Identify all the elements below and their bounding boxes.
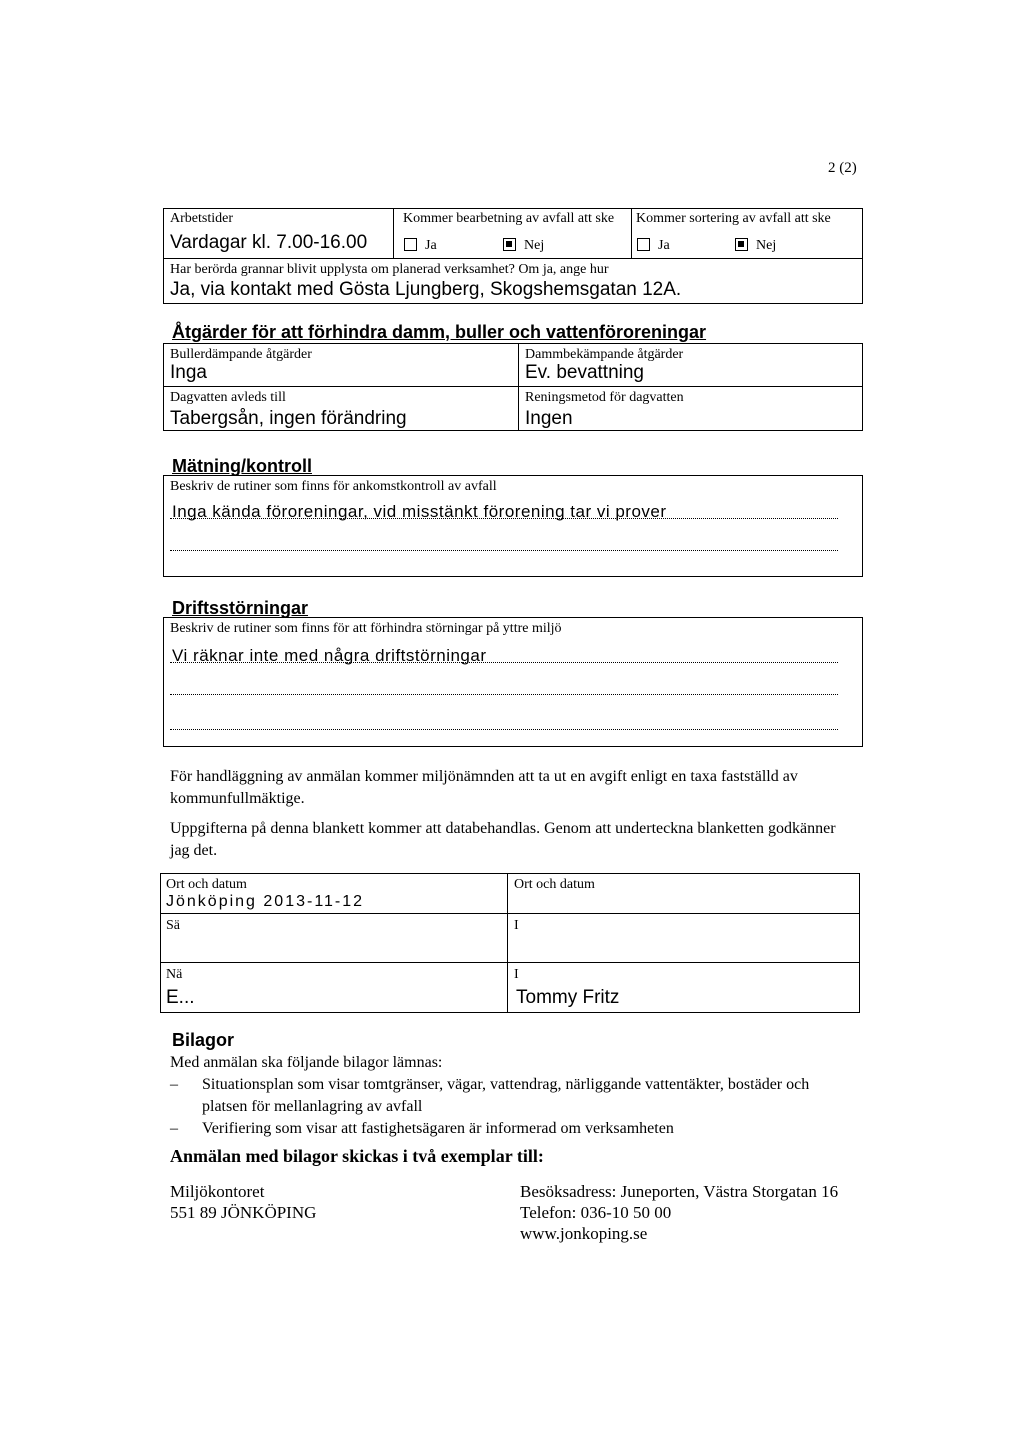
- dash-icon: –: [170, 1076, 178, 1093]
- phone: Telefon: 036-10 50 00: [520, 1203, 672, 1222]
- sorting-no-checkbox[interactable]: [735, 238, 748, 251]
- measures-title: Åtgärder för att förhindra damm, buller och vattenföroreningar: [172, 322, 707, 342]
- disruptions-title: Driftsstörningar: [172, 598, 309, 618]
- work-hours-value: Vardagar kl. 7.00-16.00: [170, 232, 368, 253]
- dust-label: Dammbekämpande åtgärder: [525, 347, 684, 362]
- processing-label: Kommer bearbetning av avfall att ske: [403, 211, 615, 226]
- attachment-item-1: [170, 1074, 840, 1118]
- place-value-left: Jönköping 2013-11-12: [166, 893, 365, 910]
- sorting-no-option[interactable]: [735, 238, 776, 254]
- work-hours-label: Arbetstider: [170, 211, 233, 226]
- clean-label: Reningsmetod för dagvatten: [525, 390, 684, 405]
- office-postal: 551 89 JÖNKÖPING: [170, 1203, 317, 1222]
- signature-row-2: [160, 962, 860, 963]
- sorting-yes-checkbox[interactable]: [637, 238, 650, 251]
- clean-value: Ingen: [525, 408, 573, 429]
- work-table-col1: [393, 208, 394, 258]
- disruptions-label: Beskriv de rutiner som finns för att förhindra störningar på yttre miljö: [170, 621, 562, 636]
- send-title: Anmälan med bilagor skickas i två exemplar till:: [170, 1146, 544, 1166]
- disruptions-line-2: [170, 694, 838, 695]
- visit-address: Besöksadress: Juneporten, Västra Storgatan 16: [520, 1182, 839, 1201]
- sorting-no-label: Nej: [756, 238, 777, 253]
- sorting-yes-label: Ja: [658, 238, 670, 253]
- disruptions-line-3: [170, 729, 838, 730]
- attachments-title: Bilagor: [172, 1030, 235, 1050]
- signature-left-edge: [160, 873, 161, 1013]
- sorting-yes-option[interactable]: [637, 238, 670, 254]
- noise-value: Inga: [170, 362, 207, 383]
- name-value-left: E...: [166, 987, 195, 1008]
- processing-no-checkbox[interactable]: [503, 238, 516, 251]
- neighbors-value: Ja, via kontakt med Gösta Ljungberg, Skogshemsgatan 12A.: [170, 279, 682, 300]
- processing-no-label: Nej: [524, 238, 545, 253]
- sig-label-left: Sä: [166, 918, 180, 933]
- processing-no-option[interactable]: [503, 238, 544, 254]
- processing-yes-option[interactable]: [404, 238, 437, 254]
- processing-yes-label: Ja: [425, 238, 437, 253]
- measures-divider: [163, 386, 863, 387]
- page-number: 2 (2): [828, 160, 857, 176]
- control-value: Inga kända föroreningar, vid misstänkt förorening tar vi prover: [172, 502, 667, 521]
- noise-label: Bullerdämpande åtgärder: [170, 347, 312, 362]
- dust-value: Ev. bevattning: [525, 362, 645, 383]
- disruptions-line-1: [170, 662, 838, 663]
- disruptions-value: Vi räknar inte med några driftstörningar: [172, 646, 487, 665]
- storm-label: Dagvatten avleds till: [170, 390, 286, 405]
- name-label-left: Nä: [166, 967, 183, 982]
- name-label-right: I: [514, 967, 519, 982]
- processing-yes-checkbox[interactable]: [404, 238, 417, 251]
- attachment-item-text: Verifiering som visar att fastighetsägaren är informerad om verksamheten: [202, 1120, 674, 1137]
- dash-icon: –: [170, 1120, 178, 1137]
- place-label-left: Ort och datum: [166, 877, 247, 892]
- attachment-item-text: Situationsplan som visar tomtgränser, vägar, vattendrag, närliggande vattentäkter, bostäder och platsen för mellanlagring av avfall: [202, 1076, 810, 1115]
- place-label-right: Ort och datum: [514, 877, 595, 892]
- signature-mid: [507, 873, 508, 1013]
- control-line-2: [170, 550, 838, 551]
- fee-text: För handläggning av anmälan kommer miljönämnden att ta ut en avgift enligt en taxa fastställd av kommunfullmäktige.: [170, 768, 798, 807]
- sorting-label: Kommer sortering av avfall att ske: [636, 211, 831, 226]
- control-title: Mätning/kontroll: [172, 456, 312, 476]
- control-label: Beskriv de rutiner som finns för ankomstkontroll av avfall: [170, 479, 497, 494]
- name-value-right: Tommy Fritz: [516, 987, 620, 1008]
- work-table-divider: [163, 258, 863, 259]
- control-line-1: [170, 518, 838, 519]
- attachment-item-2: [170, 1118, 840, 1140]
- website-link[interactable]: www.jonkoping.se: [520, 1224, 648, 1243]
- signature-row-1: [160, 913, 860, 914]
- sig-label-right: I: [514, 918, 519, 933]
- measures-col: [518, 343, 519, 431]
- work-table-col2: [631, 208, 632, 258]
- neighbors-label: Har berörda grannar blivit upplysta om planerad verksamhet? Om ja, ange hur: [170, 262, 609, 277]
- office-name: Miljökontoret: [170, 1182, 265, 1201]
- signature-right-edge: [859, 873, 860, 1013]
- storm-value: Tabergsån, ingen förändring: [170, 408, 407, 429]
- attachments-intro: Med anmälan ska följande bilagor lämnas:: [170, 1054, 443, 1071]
- data-text: Uppgifterna på denna blankett kommer att databehandlas. Genom att underteckna blanketten godkänner jag det.: [170, 820, 836, 859]
